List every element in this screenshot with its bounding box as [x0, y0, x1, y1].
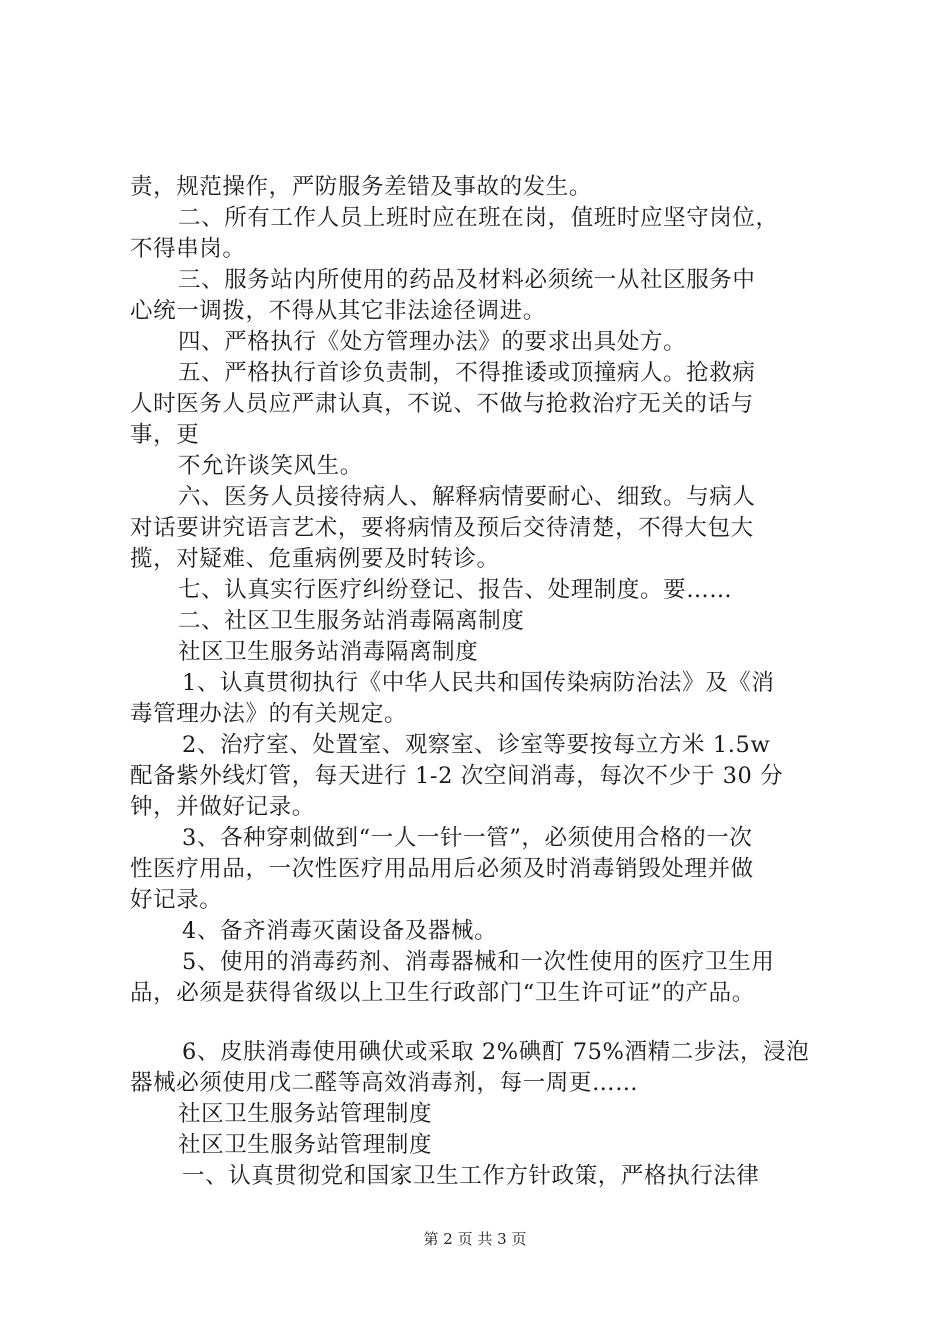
- text-line: 2、治疗室、处置室、观察室、诊室等要按每立方米 1.5w: [182, 732, 771, 758]
- text-line: 不得串岗。: [130, 236, 246, 262]
- text-line: 揽，对疑难、危重病例要及时转诊。: [130, 546, 500, 572]
- section-heading: 社区卫生服务站消毒隔离制度: [178, 639, 479, 665]
- text-line: 人时医务人员应严肃认真，不说、不做与抢救治疗无关的话与: [130, 391, 754, 417]
- text-line: 器械必须使用戊二醛等高效消毒剂，每一周更……: [130, 1070, 639, 1096]
- text-line: 配备紫外线灯管，每天进行 1-2 次空间消毒，每次不少于 30 分: [130, 763, 784, 789]
- text-line: 责，规范操作，严防服务差错及事故的发生。: [130, 174, 593, 200]
- text-line: 毒管理办法》的有关规定。: [130, 701, 408, 727]
- document-body: [130, 172, 830, 1192]
- text-line: 3、各种穿刺做到“一人一针一管”，必须使用合格的一次: [182, 825, 753, 851]
- section-heading: 二、社区卫生服务站消毒隔离制度: [178, 608, 525, 634]
- text-line: 品，必须是获得省级以上卫生行政部门“卫生许可证”的产品。: [130, 980, 755, 1006]
- text-line: 好记录。: [130, 887, 223, 913]
- text-line: 4、备齐消毒灭菌设备及器械。: [182, 918, 498, 944]
- text-line: 5、使用的消毒药剂、消毒器械和一次性使用的医疗卫生用: [182, 949, 775, 975]
- text-line: 心统一调拨，不得从其它非法途径调进。: [130, 298, 546, 324]
- text-line: 1、认真贯彻执行《中华人民共和国传染病防治法》及《消: [182, 670, 775, 696]
- text-line: 三、服务站内所使用的药品及材料必须统一从社区服务中: [178, 267, 756, 293]
- page-number-footer: 第 2 页 共 3 页: [423, 1230, 527, 1248]
- text-line: 不允许谈笑风生。: [178, 453, 363, 479]
- text-line: 七、认真实行医疗纠纷登记、报告、处理制度。要……: [178, 577, 733, 603]
- section-heading: 社区卫生服务站管理制度: [178, 1132, 433, 1158]
- text-line: 六、医务人员接待病人、解释病情要耐心、细致。与病人: [178, 484, 756, 510]
- text-line: 性医疗用品，一次性医疗用品用后必须及时消毒销毁处理并做: [130, 856, 754, 882]
- text-line: 五、严格执行首诊负责制，不得推诿或顶撞病人。抢救病: [178, 360, 756, 386]
- text-line: 二、所有工作人员上班时应在班在岗，值班时应坚守岗位，: [178, 205, 779, 231]
- section-heading: 社区卫生服务站管理制度: [178, 1101, 433, 1127]
- text-line: 四、严格执行《处方管理办法》的要求出具处方。: [178, 329, 687, 355]
- text-line: 一、认真贯彻党和国家卫生工作方针政策，严格执行法律: [182, 1163, 760, 1189]
- text-line: 钟，并做好记录。: [130, 794, 315, 820]
- blank-line: [130, 1009, 830, 1037]
- text-line: 对话要讲究语言艺术，要将病情及预后交待清楚，不得大包大: [130, 515, 754, 541]
- text-line: 6、皮肤消毒使用碘伏或采取 2%碘酊 75%酒精二步法，浸泡: [182, 1039, 810, 1065]
- text-line: 事，更: [130, 422, 200, 448]
